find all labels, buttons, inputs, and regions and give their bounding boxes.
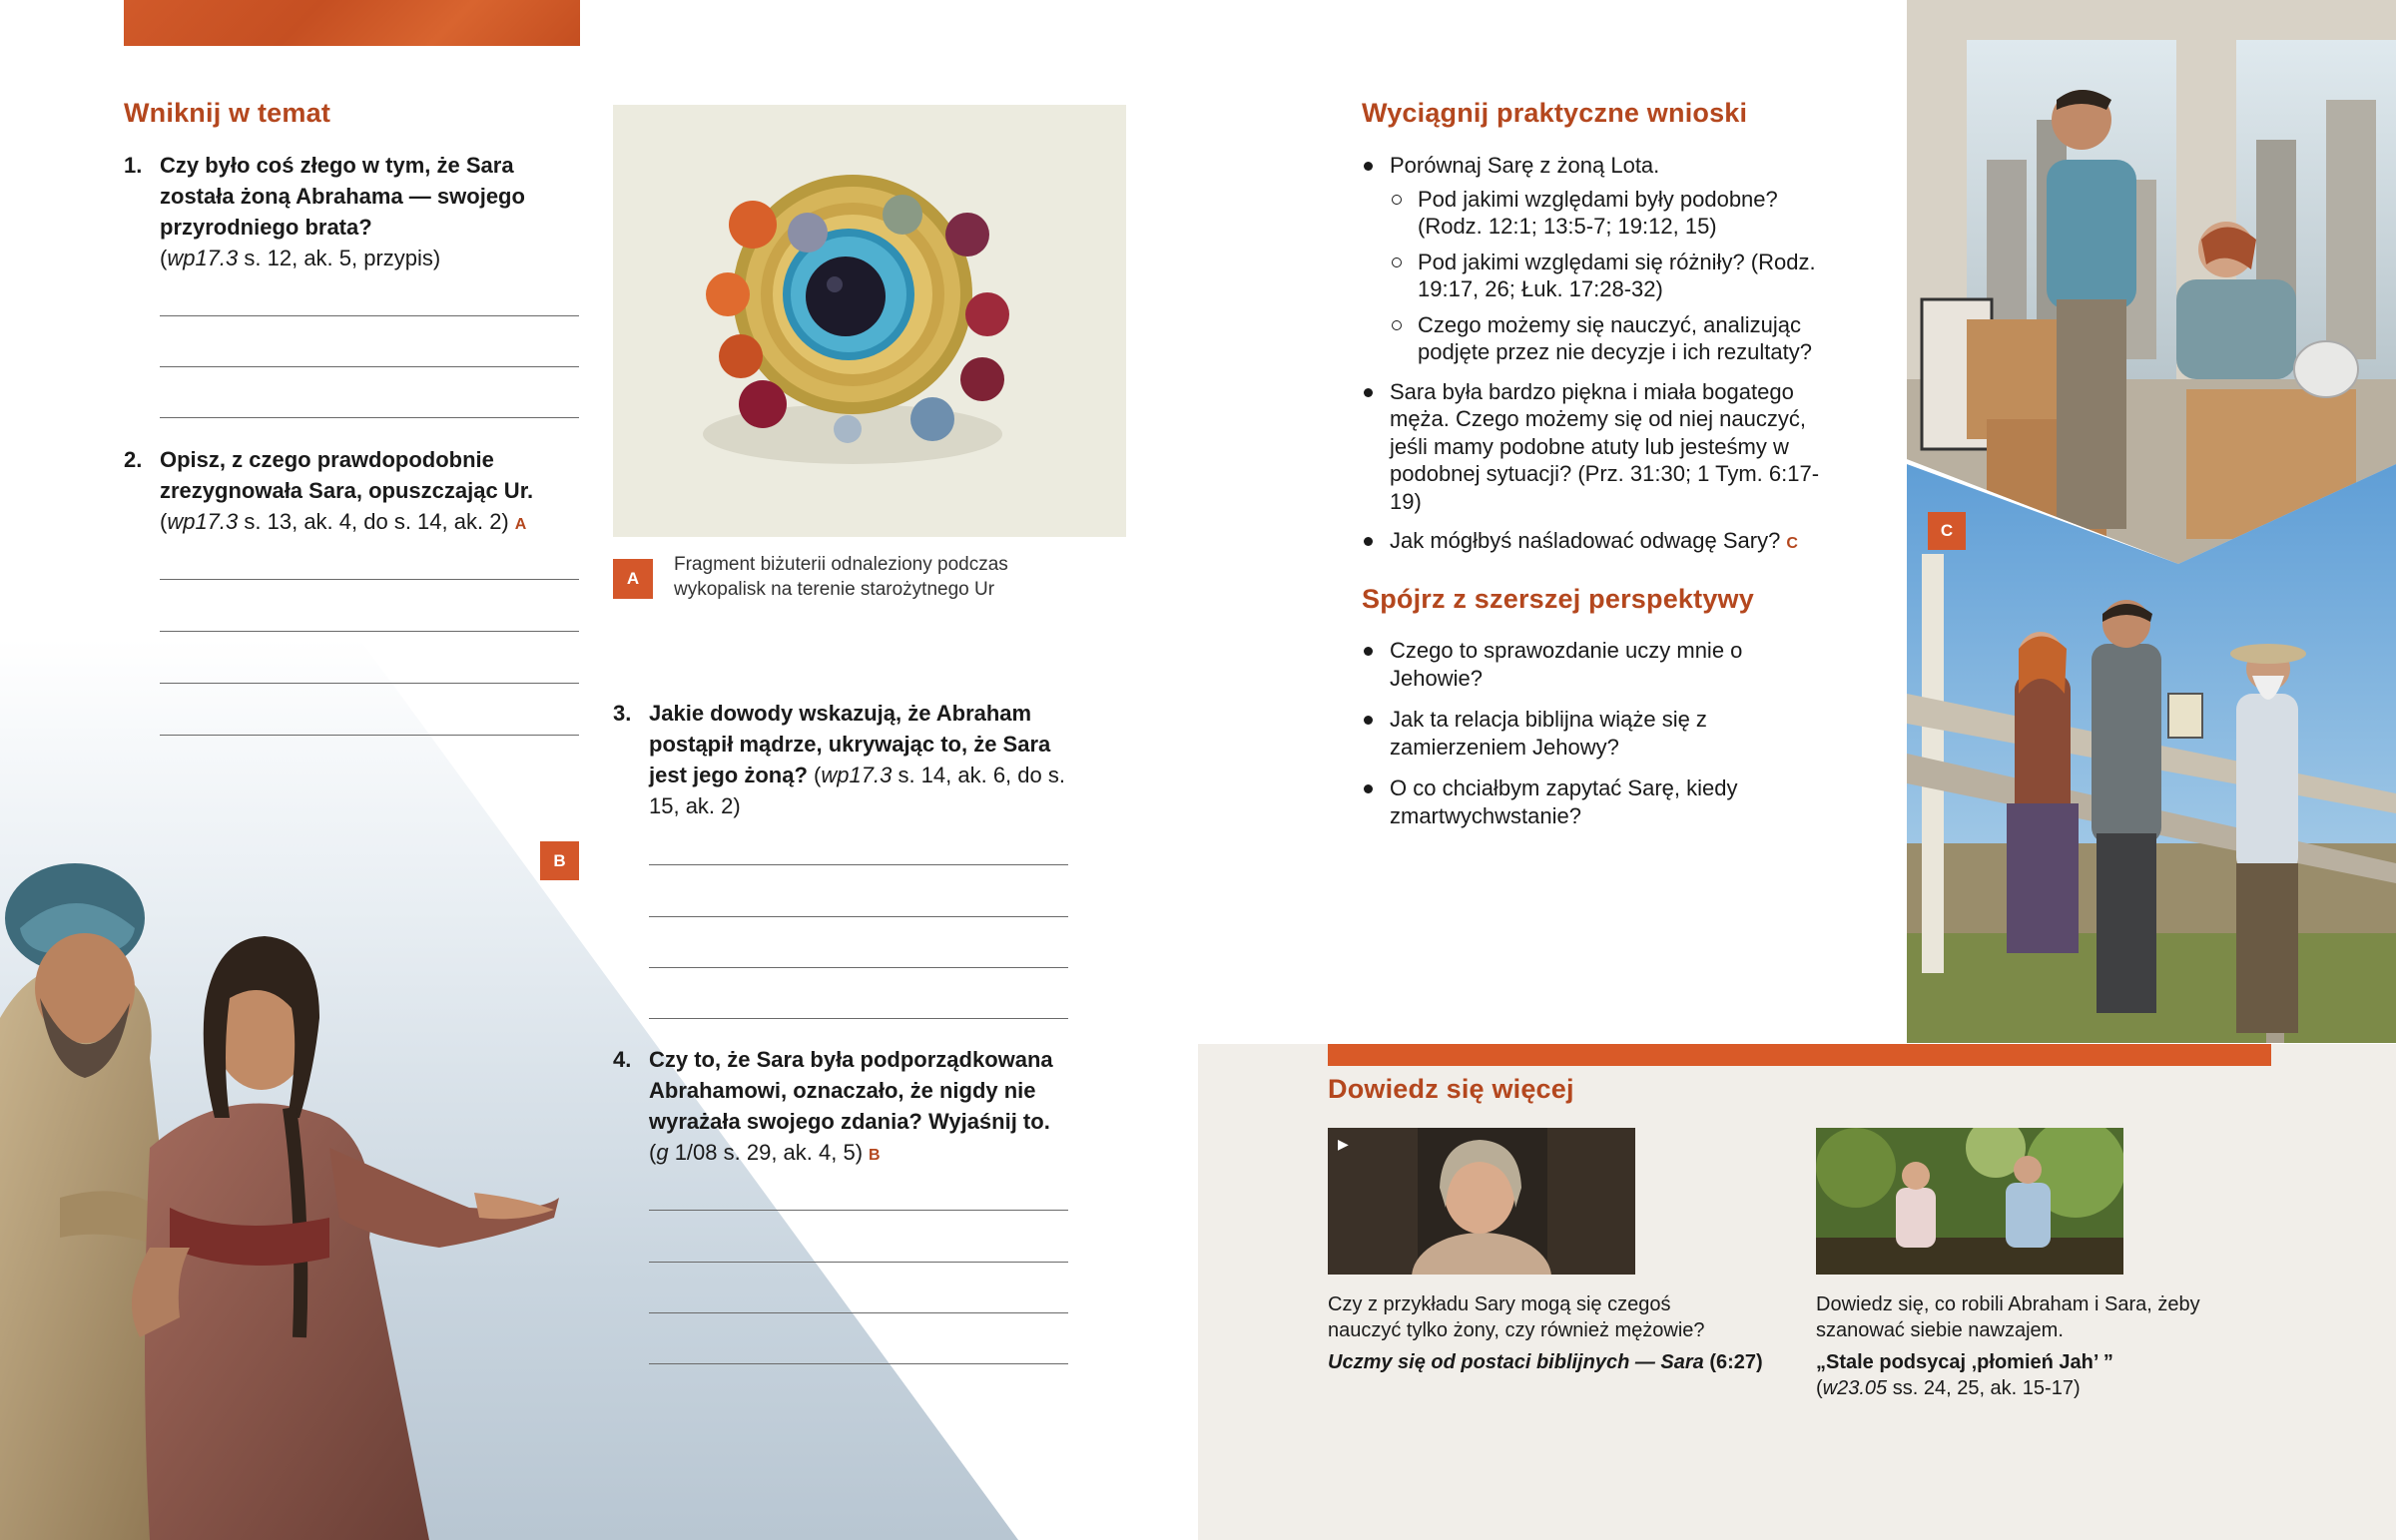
photo-tag: A xyxy=(514,516,527,533)
practical-sub-item: Pod jakimi względami się różniły? (Rodz. 19:17, 26; Łuk. 17:28-32) xyxy=(1390,249,1841,303)
perspective-item: O co chciałbym zapytać Sarę, kiedy zmartwychwstanie? xyxy=(1362,774,1781,829)
photo-badge-a: A xyxy=(613,559,653,599)
jewelry-image xyxy=(613,105,1126,537)
reference-location: s. 14, ak. 6, do s. 15, ak. 2) xyxy=(649,763,1065,818)
top-texture-bar xyxy=(124,0,580,46)
answer-line[interactable] xyxy=(160,631,579,632)
question-number: 4. xyxy=(613,1047,632,1072)
practical-item-text: Sara była bardzo piękna i miała bogatego męża. Czego możemy się od niej nauczyć, jeśli mamy podobne atuty lub jesteśmy w podobnej sytuacji? (Prz. 31:30; 1 Tym. 6:17-19) xyxy=(1390,378,1820,514)
question-2 xyxy=(124,444,573,540)
practical-sub-item: Pod jakimi względami były podobne? (Rodz. 12:1; 13:5-7; 19:12, 15) xyxy=(1390,186,1841,241)
video-link[interactable] xyxy=(1328,1349,1767,1375)
video-link-title: Uczmy się od postaci biblijnych — Sara xyxy=(1328,1351,1704,1373)
answer-line[interactable] xyxy=(649,1363,1068,1364)
answer-line[interactable] xyxy=(160,579,579,580)
article-link-title: „Stale podsycaj ‚płomień Jah’ ” xyxy=(1816,1351,2113,1373)
question-text: Opisz, z czego prawdopodobnie zrezygnowała Sara, opuszczając Ur. xyxy=(160,447,534,503)
play-icon[interactable]: ▶ xyxy=(1338,1136,1349,1152)
practical-item-text: Porównaj Sarę z żoną Lota. xyxy=(1390,153,1660,178)
publication-code: g xyxy=(656,1140,669,1165)
question-number: 2. xyxy=(124,447,143,472)
question-reference: (wp17.3 s. 12, ak. 5, przypis) xyxy=(160,246,441,270)
section-title-wniknij: Wniknij w temat xyxy=(124,98,331,128)
section-title-perspective: Spójrz z szerszej perspektywy xyxy=(1362,584,1754,614)
question-text: Czy było coś złego w tym, że Sara została żoną Abrahama — swojego przyrodniego brata? xyxy=(160,153,525,240)
question-4 xyxy=(613,1044,1072,1171)
reference-location: s. 12, ak. 5, przypis) xyxy=(238,246,441,270)
practical-sub-list xyxy=(1390,186,1841,366)
photo-caption: Fragment biżuterii odnaleziony podczas wykopalisk na terenie starożytnego Ur xyxy=(674,554,1008,600)
video-description: Czy z przykładu Sary mogą się czegoś nauczyć tylko żony, czy również mężowie? xyxy=(1328,1293,1705,1341)
article-reference-location: ss. 24, 25, ak. 15-17) xyxy=(1887,1377,2081,1399)
photo-tag: C xyxy=(1786,535,1798,552)
answer-line[interactable] xyxy=(160,735,579,736)
practical-list xyxy=(1362,152,1841,570)
practical-item xyxy=(1362,152,1841,366)
practical-item-text: Jak mógłbyś naśladować odwagę Sary? xyxy=(1390,528,1781,553)
video-thumbnail[interactable] xyxy=(1328,1128,1635,1275)
question-reference: (g 1/08 s. 29, ak. 4, 5) xyxy=(649,1140,864,1165)
reference-location: s. 13, ak. 4, do s. 14, ak. 2) xyxy=(238,509,509,534)
answer-line[interactable] xyxy=(649,1018,1068,1019)
section-title-practical: Wyciągnij praktyczne wnioski xyxy=(1362,98,1748,128)
answer-line[interactable] xyxy=(649,864,1068,865)
video-duration: (6:27) xyxy=(1709,1351,1763,1373)
answer-line[interactable] xyxy=(649,1262,1068,1263)
reference-location: 1/08 s. 29, ak. 4, 5) xyxy=(668,1140,864,1165)
answer-line[interactable] xyxy=(649,967,1068,968)
question-3 xyxy=(613,698,1072,821)
ministry-fence-photo xyxy=(1907,464,2396,1043)
answer-line[interactable] xyxy=(649,1312,1068,1313)
video-thumbnail-image xyxy=(1328,1128,1635,1275)
article-description: Dowiedz się, co robili Abraham i Sara, żeby szanować siebie nawzajem. xyxy=(1816,1293,2200,1341)
perspective-list xyxy=(1362,637,1781,841)
practical-item xyxy=(1362,378,1841,516)
answer-line[interactable] xyxy=(160,315,579,316)
practical-sub-item: Czego możemy się nauczyć, analizując podjęte przez nie decyzje i ich rezultaty? xyxy=(1390,311,1841,366)
practical-item xyxy=(1362,527,1841,558)
perspective-item: Jak ta relacja biblijna wiąże się z zamierzeniem Jehowy? xyxy=(1362,706,1781,761)
article-link[interactable]: „Stale podsycaj ‚płomień Jah’ ” (w23.05 ss. 24, 25, ak. 15-17) xyxy=(1816,1351,2113,1399)
article-thumbnail-image xyxy=(1816,1128,2123,1275)
article-publication-code: w23.05 xyxy=(1822,1377,1888,1399)
question-1 xyxy=(124,150,563,273)
question-number: 1. xyxy=(124,153,143,178)
perspective-item: Czego to sprawozdanie uczy mnie o Jehowie? xyxy=(1362,637,1781,692)
answer-line[interactable] xyxy=(649,1210,1068,1211)
learn-more-bar xyxy=(1328,1044,2271,1066)
photo-badge-b: B xyxy=(540,841,579,880)
answer-line[interactable] xyxy=(649,916,1068,917)
question-text: Czy to, że Sara była podporządkowana Abrahamowi, oznaczało, że nigdy nie wyrażała swojego zdania? Wyjaśnij to. xyxy=(649,1047,1053,1134)
article-thumbnail[interactable] xyxy=(1816,1128,2123,1275)
publication-code: wp17.3 xyxy=(821,763,893,787)
answer-line[interactable] xyxy=(160,417,579,418)
photo-badge-c: C xyxy=(1928,512,1966,550)
question-reference: (wp17.3 s. 13, ak. 4, do s. 14, ak. 2) xyxy=(160,509,509,534)
answer-line[interactable] xyxy=(160,366,579,367)
question-number: 3. xyxy=(613,701,632,726)
answer-line[interactable] xyxy=(160,683,579,684)
jewelry-photo xyxy=(613,105,1126,537)
question-text: Jakie dowody wskazują, że Abraham postąpił mądrze, ukrywając to, że Sara jest jego żoną? xyxy=(649,701,1051,787)
section-title-more: Dowiedz się więcej xyxy=(1328,1074,1574,1104)
publication-code: wp17.3 xyxy=(167,509,239,534)
publication-code: wp17.3 xyxy=(167,246,239,270)
photo-tag: B xyxy=(869,1147,881,1164)
abraham-sara-illustration xyxy=(0,818,559,1540)
question-reference: (wp17.3 s. 14, ak. 6, do s. 15, ak. 2) xyxy=(649,763,1065,818)
